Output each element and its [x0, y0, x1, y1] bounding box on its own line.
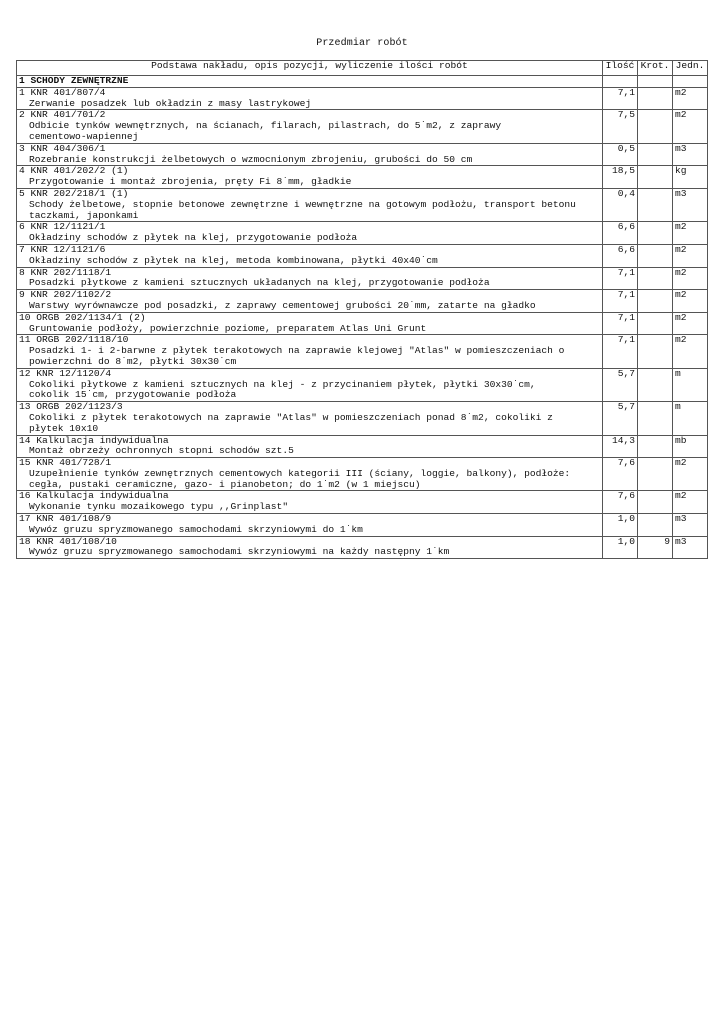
- header-quantity: Ilość: [603, 61, 638, 76]
- item-code: 9 KNR 202/1102/2: [19, 289, 112, 301]
- item-quantity: 6,6: [603, 244, 638, 267]
- item-unit: m2: [673, 312, 708, 335]
- item-code: 18 KNR 401/108/10: [19, 536, 117, 547]
- item-text: Okładziny schodów z płytek na klej, przygotowanie podłoża: [29, 232, 358, 244]
- item-text: Gruntowanie podłoży, powierzchnie poziome, preparatem Atlas Uni Grunt: [29, 322, 427, 334]
- item-krot: [638, 222, 673, 245]
- table-header-row: [17, 61, 708, 76]
- item-code: 4 KNR 401/202/2 (1): [19, 165, 129, 177]
- item-text: Posadzki 1- i 2-barwne z płytek terakotowych na zaprawie klejowej "Atlas" w pomieszczeniach o powierzchni do 8˙m2, płytki 30x30˙cm: [29, 345, 565, 367]
- item-krot: [638, 110, 673, 143]
- table-row: [17, 435, 708, 458]
- item-quantity: 5,7: [603, 368, 638, 401]
- header-unit: Jedn.: [673, 61, 708, 76]
- item-text: Cokoliki płytkowe z kamieni sztucznych na klej - z przycinaniem płytek, płytki 30x30˙cm, cokolik 15˙cm, przygotowanie podłoża: [29, 378, 536, 401]
- item-krot: [638, 491, 673, 514]
- item-krot: [638, 87, 673, 110]
- item-krot: [638, 335, 673, 368]
- item-description-cell: [17, 290, 603, 313]
- item-description-cell: [17, 244, 603, 267]
- item-krot: [638, 368, 673, 401]
- item-unit: m: [673, 402, 708, 435]
- header-krot: Krot.: [638, 61, 673, 76]
- table-row: [17, 244, 708, 267]
- table-row: [17, 110, 708, 143]
- table-row: [17, 166, 708, 189]
- table-row: [17, 290, 708, 313]
- section-row: [17, 76, 708, 88]
- item-code: 8 KNR 202/1118/1: [19, 267, 112, 278]
- table-row: [17, 143, 708, 166]
- item-quantity: 18,5: [603, 166, 638, 189]
- item-quantity: 7,1: [603, 267, 638, 290]
- table-row: [17, 312, 708, 335]
- item-text: Cokoliki z płytek terakotowych na zaprawie "Atlas" w pomieszczeniach ponad 8˙m2, cokoliki z płytek 10x10: [29, 411, 553, 434]
- table-row: [17, 368, 708, 401]
- item-krot: [638, 244, 673, 267]
- item-description-cell: [17, 514, 603, 537]
- item-code: 15 KNR 401/728/1: [19, 457, 112, 469]
- item-description-cell: [17, 110, 603, 143]
- item-code: 6 KNR 12/1121/1: [19, 221, 106, 233]
- item-text: Rozebranie konstrukcji żelbetowych o wzmocnionym zbrojeniu, grubości do 50 cm: [29, 153, 473, 165]
- item-description-cell: [17, 87, 603, 110]
- section-title: 1 SCHODY ZEWNĘTRZNE: [17, 76, 603, 88]
- item-unit: m3: [673, 536, 708, 559]
- item-unit: m2: [673, 87, 708, 110]
- item-description-cell: [17, 402, 603, 435]
- item-quantity: 0,4: [603, 188, 638, 221]
- item-text: Montaż obrzeży ochronnych stopni schodów szt.5: [29, 445, 294, 457]
- item-quantity: 6,6: [603, 222, 638, 245]
- item-description-cell: [17, 435, 603, 458]
- item-quantity: 0,5: [603, 143, 638, 166]
- item-unit: m3: [673, 143, 708, 166]
- item-unit: m3: [673, 514, 708, 537]
- bill-of-quantities-table: [16, 60, 708, 559]
- item-unit: m2: [673, 290, 708, 313]
- item-code: 7 KNR 12/1121/6: [19, 244, 106, 255]
- item-code: 5 KNR 202/218/1 (1): [19, 188, 129, 199]
- item-krot: [638, 188, 673, 221]
- item-text: Uzupełnienie tynków zewnętrznych cementowych kategorii III (ściany, loggie, balkony), podłoże: cegła, pustaki ceramiczne, gazo- i pianobeton; do 1˙m2 (w 1 miejscu): [29, 467, 571, 490]
- item-description-cell: [17, 312, 603, 335]
- item-unit: m2: [673, 222, 708, 245]
- item-krot: [638, 267, 673, 290]
- item-quantity: 5,7: [603, 402, 638, 435]
- item-quantity: 7,1: [603, 87, 638, 110]
- item-unit: m2: [673, 458, 708, 491]
- item-description-cell: [17, 166, 603, 189]
- item-text: Wywóz gruzu spryzmowanego samochodami skrzyniowymi do 1˙km: [29, 523, 363, 535]
- item-krot: 9: [638, 536, 673, 559]
- item-description-cell: [17, 188, 603, 221]
- item-unit: m2: [673, 110, 708, 143]
- item-code: 1 KNR 401/807/4: [19, 87, 106, 98]
- item-description-cell: [17, 536, 603, 559]
- table-row: [17, 491, 708, 514]
- item-code: 10 ORGB 202/1134/1 (2): [19, 312, 146, 323]
- item-text: Wywóz gruzu spryzmowanego samochodami skrzyniowymi na każdy następny 1˙km: [29, 546, 450, 558]
- item-code: 17 KNR 401/108/9: [19, 513, 112, 525]
- table-row: [17, 222, 708, 245]
- table-row: [17, 536, 708, 559]
- page-title: Przedmiar robót: [316, 38, 408, 49]
- item-krot: [638, 290, 673, 313]
- item-unit: m2: [673, 491, 708, 514]
- item-text: Odbicie tynków wewnętrznych, na ścianach, filarach, pilastrach, do 5˙m2, z zaprawy cementowo-wapiennej: [29, 120, 502, 142]
- item-description-cell: [17, 222, 603, 245]
- item-description-cell: [17, 335, 603, 368]
- item-krot: [638, 166, 673, 189]
- item-unit: mb: [673, 435, 708, 458]
- item-code: 13 ORGB 202/1123/3: [19, 401, 123, 413]
- item-code: 16 Kalkulacja indywidualna: [19, 490, 169, 502]
- item-unit: m2: [673, 335, 708, 368]
- item-text: Zerwanie posadzek lub okładzin z masy lastrykowej: [29, 97, 312, 109]
- item-krot: [638, 402, 673, 435]
- item-quantity: 1,0: [603, 536, 638, 559]
- item-krot: [638, 143, 673, 166]
- item-unit: m2: [673, 267, 708, 290]
- item-unit: m: [673, 368, 708, 401]
- item-quantity: 7,5: [603, 110, 638, 143]
- item-quantity: 1,0: [603, 514, 638, 537]
- item-krot: [638, 435, 673, 458]
- item-description-cell: [17, 491, 603, 514]
- table-row: [17, 458, 708, 491]
- item-unit: kg: [673, 166, 708, 189]
- item-unit: m3: [673, 188, 708, 221]
- item-code: 11 ORGB 202/1118/10: [19, 334, 129, 346]
- item-quantity: 7,6: [603, 458, 638, 491]
- item-description-cell: [17, 368, 603, 401]
- item-code: 14 Kalkulacja indywidualna: [19, 435, 169, 446]
- item-description-cell: [17, 143, 603, 166]
- item-quantity: 7,1: [603, 335, 638, 368]
- item-code: 2 KNR 401/701/2: [19, 109, 106, 121]
- table-row: [17, 514, 708, 537]
- item-text: Schody żelbetowe, stopnie betonowe zewnętrzne i wewnętrzne na gotowym podłożu, transport betonu taczkami, japonkami: [29, 198, 576, 221]
- item-description-cell: [17, 267, 603, 290]
- item-code: 12 KNR 12/1120/4: [19, 368, 112, 379]
- table-row: [17, 335, 708, 368]
- item-text: Przygotowanie i montaż zbrojenia, pręty Fi 8˙mm, gładkie: [29, 176, 352, 188]
- item-krot: [638, 514, 673, 537]
- item-quantity: 14,3: [603, 435, 638, 458]
- table-row: [17, 402, 708, 435]
- item-quantity: 7,6: [603, 491, 638, 514]
- item-krot: [638, 458, 673, 491]
- item-unit: m2: [673, 244, 708, 267]
- item-text: Okładziny schodów z płytek na klej, metoda kombinowana, płytki 40x40˙cm: [29, 254, 438, 266]
- item-krot: [638, 312, 673, 335]
- item-quantity: 7,1: [603, 312, 638, 335]
- table-row: [17, 87, 708, 110]
- item-description-cell: [17, 458, 603, 491]
- item-code: 3 KNR 404/306/1: [19, 143, 106, 154]
- header-description: Podstawa nakładu, opis pozycji, wyliczenie ilości robót: [17, 61, 603, 76]
- item-text: Warstwy wyrównawcze pod posadzki, z zaprawy cementowej grubości 20˙mm, zatarte na gładko: [29, 299, 536, 311]
- table-row: [17, 188, 708, 221]
- item-quantity: 7,1: [603, 290, 638, 313]
- item-text: Posadzki płytkowe z kamieni sztucznych układanych na klej, przygotowanie podłoża: [29, 277, 490, 289]
- item-text: Wykonanie tynku mozaikowego typu ,,Grinplast": [29, 501, 289, 513]
- table-row: [17, 267, 708, 290]
